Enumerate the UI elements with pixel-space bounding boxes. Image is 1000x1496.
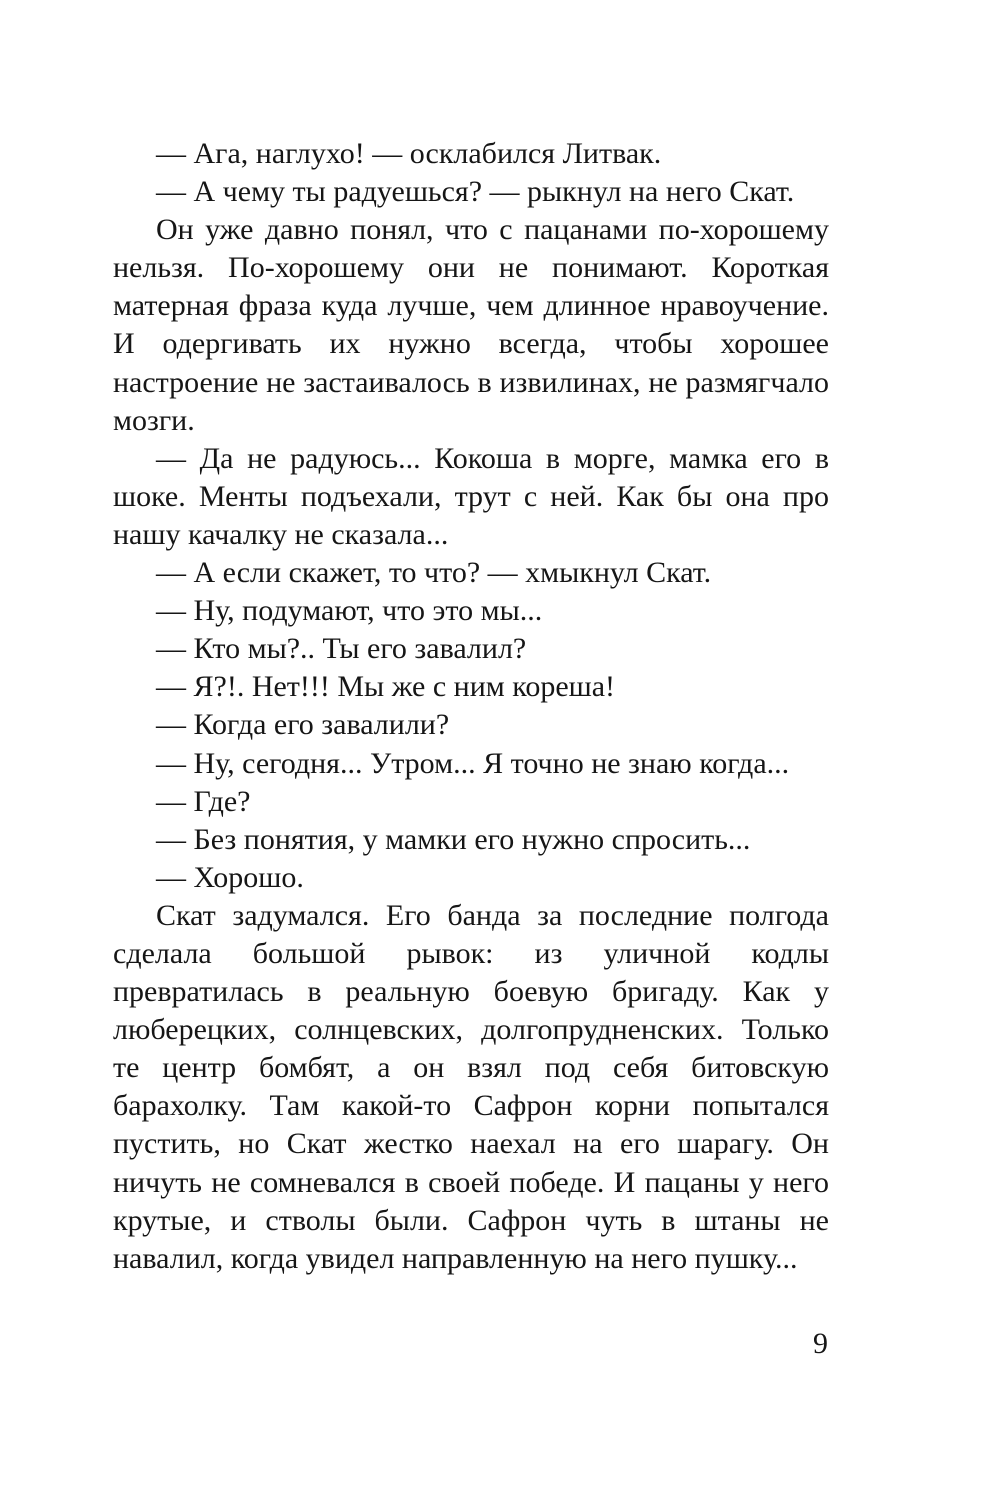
paragraph: — Когда его завалили? <box>156 708 450 742</box>
paragraph: — Без понятия, у мамки его нужно спросить... <box>156 822 751 856</box>
paragraph: — Хорошо. <box>156 860 304 894</box>
paragraph: — Я?!. Нет!!! Мы же с ним кореша! <box>156 670 616 704</box>
paragraph: — Где? <box>156 784 251 818</box>
body-text <box>113 135 829 1278</box>
paragraph: — А если скажет, то что? — хмыкнул Скат. <box>156 556 712 590</box>
paragraph: — Ну, подумают, что это мы... <box>156 594 543 628</box>
paragraph: — Ага, наглухо! — осклабился Литвак. <box>156 137 662 170</box>
paragraph: — Ну, сегодня... Утром... Я точно не знаю когда... <box>156 746 790 780</box>
paragraph: — А чему ты радуешься? — рыкнул на него Скат. <box>156 175 795 209</box>
page-number: 9 <box>813 1327 828 1360</box>
paragraph: Скат задумался. Его банда за последние полгода сделала большой рывок: из уличной кодлы превратилась в реальную боевую бригаду. Как у люберецких, солнцевских, долгопрудненских. Только те центр бомбят, а он взял под себя битовскую барахолку. Там какой-то Сафрон корни попытался пустить, но Скат жестко наехал на его шарагу. Он ничуть не сомневался в своей победе. И пацаны у него крутые, и стволы были. Сафрон чуть в штаны не навалил, когда увидел направленную на него пушку... <box>113 898 829 1275</box>
paragraph: — Да не радуюсь... Кокоша в морге, мамка его в шоке. Менты подъехали, трут с ней. Как бы она про нашу качалку не сказала... <box>113 441 829 551</box>
paragraph: Он уже давно понял, что с пацанами по-хорошему нельзя. По-хорошему они не понимают. Короткая матерная фраза куда лучше, чем длинное нравоучение. И одергивать их нужно всегда, чтобы хорошее настроение не застаивалось в извилинах, не размягчало мозги. <box>113 213 829 437</box>
paragraph: — Кто мы?.. Ты его завалил? <box>156 632 527 666</box>
